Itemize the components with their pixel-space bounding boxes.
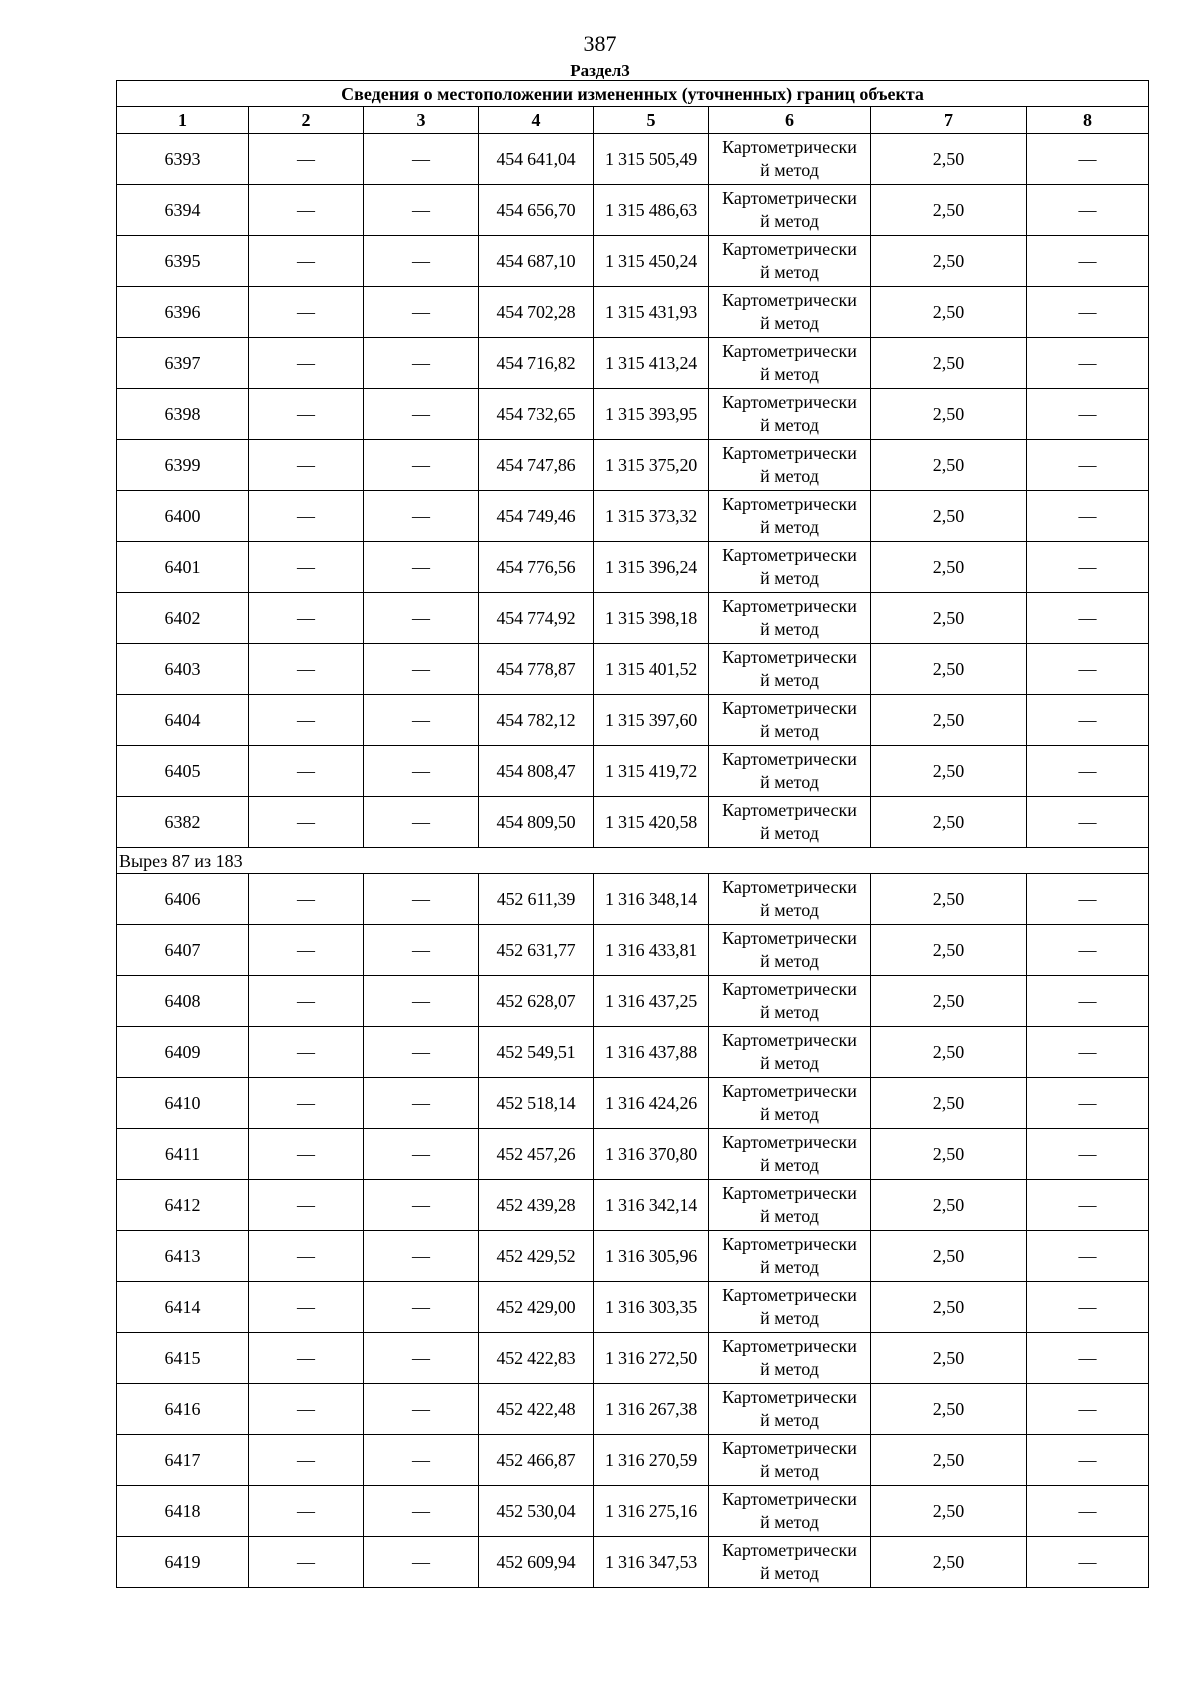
cell-col-6: Картометрически й метод xyxy=(709,593,871,644)
cell-col-4: 452 631,77 xyxy=(479,925,594,976)
cell-col-8: — xyxy=(1027,746,1149,797)
cell-col-6: Картометрически й метод xyxy=(709,1537,871,1588)
cell-col-3: — xyxy=(364,236,479,287)
table-row xyxy=(117,236,1149,287)
cell-col-6: Картометрически й метод xyxy=(709,925,871,976)
cell-col-4: 452 628,07 xyxy=(479,976,594,1027)
cell-col-8: — xyxy=(1027,440,1149,491)
column-header-6: 6 xyxy=(709,107,871,134)
cell-col-3: — xyxy=(364,389,479,440)
cell-col-3: — xyxy=(364,287,479,338)
cell-col-5: 1 316 433,81 xyxy=(594,925,709,976)
cell-col-6: Картометрически й метод xyxy=(709,1282,871,1333)
column-header-4: 4 xyxy=(479,107,594,134)
cell-col-8: — xyxy=(1027,1180,1149,1231)
cell-col-5: 1 315 505,49 xyxy=(594,134,709,185)
cell-col-6: Картометрически й метод xyxy=(709,695,871,746)
cell-col-4: 454 702,28 xyxy=(479,287,594,338)
table-row xyxy=(117,1231,1149,1282)
cell-col-2: — xyxy=(249,185,364,236)
cell-col-2: — xyxy=(249,695,364,746)
table-caption-row xyxy=(117,81,1149,107)
cell-col-6: Картометрически й метод xyxy=(709,440,871,491)
cell-col-1: 6395 xyxy=(117,236,249,287)
table-row xyxy=(117,1486,1149,1537)
cell-col-5: 1 315 398,18 xyxy=(594,593,709,644)
cell-col-8: — xyxy=(1027,542,1149,593)
cell-col-3: — xyxy=(364,1435,479,1486)
table-caption: Сведения о местоположении измененных (уточненных) границ объекта xyxy=(117,81,1149,107)
cell-col-4: 454 782,12 xyxy=(479,695,594,746)
cell-col-4: 452 549,51 xyxy=(479,1027,594,1078)
cell-col-8: — xyxy=(1027,1129,1149,1180)
cell-col-1: 6413 xyxy=(117,1231,249,1282)
cell-col-1: 6412 xyxy=(117,1180,249,1231)
cell-col-7: 2,50 xyxy=(871,976,1027,1027)
cell-col-1: 6405 xyxy=(117,746,249,797)
cell-col-7: 2,50 xyxy=(871,134,1027,185)
table-row xyxy=(117,797,1149,848)
cell-col-7: 2,50 xyxy=(871,1435,1027,1486)
cell-col-4: 454 749,46 xyxy=(479,491,594,542)
column-header-8: 8 xyxy=(1027,107,1149,134)
cell-col-4: 452 530,04 xyxy=(479,1486,594,1537)
table-row xyxy=(117,338,1149,389)
cell-col-2: — xyxy=(249,440,364,491)
cell-col-1: 6411 xyxy=(117,1129,249,1180)
table-row xyxy=(117,695,1149,746)
cell-col-4: 452 457,26 xyxy=(479,1129,594,1180)
cell-col-5: 1 316 348,14 xyxy=(594,874,709,925)
cell-col-4: 452 429,00 xyxy=(479,1282,594,1333)
cell-col-7: 2,50 xyxy=(871,1486,1027,1537)
cell-col-3: — xyxy=(364,1231,479,1282)
cell-col-1: 6408 xyxy=(117,976,249,1027)
cell-col-8: — xyxy=(1027,925,1149,976)
page-number: 387 xyxy=(583,31,617,56)
cell-col-1: 6394 xyxy=(117,185,249,236)
cell-col-7: 2,50 xyxy=(871,1129,1027,1180)
cell-col-2: — xyxy=(249,1231,364,1282)
table-row xyxy=(117,134,1149,185)
cell-col-2: — xyxy=(249,287,364,338)
cell-col-5: 1 315 486,63 xyxy=(594,185,709,236)
cell-col-5: 1 315 396,24 xyxy=(594,542,709,593)
cell-col-3: — xyxy=(364,440,479,491)
cell-col-3: — xyxy=(364,134,479,185)
cell-col-5: 1 315 413,24 xyxy=(594,338,709,389)
cell-col-7: 2,50 xyxy=(871,1333,1027,1384)
cell-col-7: 2,50 xyxy=(871,1537,1027,1588)
cell-col-4: 454 656,70 xyxy=(479,185,594,236)
cell-col-2: — xyxy=(249,644,364,695)
cell-col-2: — xyxy=(249,1180,364,1231)
cell-col-7: 2,50 xyxy=(871,746,1027,797)
cell-col-4: 452 466,87 xyxy=(479,1435,594,1486)
cell-col-3: — xyxy=(364,1486,479,1537)
group-label-row xyxy=(117,848,1149,874)
cell-col-1: 6416 xyxy=(117,1384,249,1435)
cell-col-5: 1 316 437,88 xyxy=(594,1027,709,1078)
table-row xyxy=(117,542,1149,593)
table-row xyxy=(117,644,1149,695)
table-row xyxy=(117,287,1149,338)
cell-col-2: — xyxy=(249,1486,364,1537)
cell-col-3: — xyxy=(364,797,479,848)
cell-col-5: 1 315 431,93 xyxy=(594,287,709,338)
cell-col-4: 454 809,50 xyxy=(479,797,594,848)
cell-col-2: — xyxy=(249,1282,364,1333)
cell-col-8: — xyxy=(1027,1486,1149,1537)
cell-col-7: 2,50 xyxy=(871,1231,1027,1282)
table-row xyxy=(117,491,1149,542)
cell-col-6: Картометрически й метод xyxy=(709,1486,871,1537)
cell-col-1: 6419 xyxy=(117,1537,249,1588)
cell-col-8: — xyxy=(1027,1333,1149,1384)
cell-col-1: 6410 xyxy=(117,1078,249,1129)
cell-col-6: Картометрически й метод xyxy=(709,134,871,185)
cell-col-3: — xyxy=(364,491,479,542)
cell-col-8: — xyxy=(1027,1537,1149,1588)
cell-col-1: 6393 xyxy=(117,134,249,185)
cell-col-4: 452 611,39 xyxy=(479,874,594,925)
cell-col-1: 6399 xyxy=(117,440,249,491)
cell-col-7: 2,50 xyxy=(871,644,1027,695)
cell-col-2: — xyxy=(249,976,364,1027)
cell-col-6: Картометрически й метод xyxy=(709,185,871,236)
cell-col-3: — xyxy=(364,1027,479,1078)
cell-col-5: 1 316 267,38 xyxy=(594,1384,709,1435)
cell-col-8: — xyxy=(1027,1435,1149,1486)
cell-col-2: — xyxy=(249,1435,364,1486)
cell-col-5: 1 316 272,50 xyxy=(594,1333,709,1384)
cell-col-6: Картометрически й метод xyxy=(709,976,871,1027)
cell-col-8: — xyxy=(1027,976,1149,1027)
cell-col-3: — xyxy=(364,1333,479,1384)
cell-col-2: — xyxy=(249,542,364,593)
table-row xyxy=(117,976,1149,1027)
cell-col-5: 1 315 393,95 xyxy=(594,389,709,440)
cell-col-2: — xyxy=(249,1027,364,1078)
table-row xyxy=(117,1180,1149,1231)
cell-col-2: — xyxy=(249,746,364,797)
table-row xyxy=(117,1129,1149,1180)
cell-col-8: — xyxy=(1027,389,1149,440)
cell-col-8: — xyxy=(1027,491,1149,542)
cell-col-3: — xyxy=(364,925,479,976)
cell-col-4: 452 609,94 xyxy=(479,1537,594,1588)
cell-col-6: Картометрически й метод xyxy=(709,1333,871,1384)
table-row xyxy=(117,1333,1149,1384)
section-title: Раздел3 xyxy=(570,61,630,80)
cell-col-2: — xyxy=(249,1384,364,1435)
cell-col-8: — xyxy=(1027,695,1149,746)
cell-col-2: — xyxy=(249,925,364,976)
cell-col-3: — xyxy=(364,542,479,593)
cell-col-4: 452 518,14 xyxy=(479,1078,594,1129)
cell-col-2: — xyxy=(249,491,364,542)
cell-col-8: — xyxy=(1027,236,1149,287)
cell-col-4: 454 716,82 xyxy=(479,338,594,389)
cell-col-8: — xyxy=(1027,874,1149,925)
cell-col-6: Картометрически й метод xyxy=(709,1384,871,1435)
table-row xyxy=(117,1078,1149,1129)
cell-col-3: — xyxy=(364,874,479,925)
table-row xyxy=(117,746,1149,797)
cell-col-7: 2,50 xyxy=(871,593,1027,644)
table-row xyxy=(117,1282,1149,1333)
column-header-row xyxy=(117,107,1149,134)
cell-col-5: 1 316 370,80 xyxy=(594,1129,709,1180)
cell-col-3: — xyxy=(364,1282,479,1333)
cell-col-5: 1 315 375,20 xyxy=(594,440,709,491)
cell-col-3: — xyxy=(364,1078,479,1129)
cell-col-5: 1 315 450,24 xyxy=(594,236,709,287)
cell-col-2: — xyxy=(249,1537,364,1588)
cell-col-6: Картометрически й метод xyxy=(709,1180,871,1231)
table-row xyxy=(117,389,1149,440)
cell-col-6: Картометрически й метод xyxy=(709,644,871,695)
cell-col-7: 2,50 xyxy=(871,1078,1027,1129)
column-header-7: 7 xyxy=(871,107,1027,134)
cell-col-1: 6409 xyxy=(117,1027,249,1078)
cell-col-5: 1 316 342,14 xyxy=(594,1180,709,1231)
cell-col-4: 454 778,87 xyxy=(479,644,594,695)
cell-col-8: — xyxy=(1027,1282,1149,1333)
cell-col-6: Картометрически й метод xyxy=(709,1435,871,1486)
cell-col-7: 2,50 xyxy=(871,338,1027,389)
cell-col-1: 6415 xyxy=(117,1333,249,1384)
cell-col-6: Картометрически й метод xyxy=(709,1129,871,1180)
cell-col-6: Картометрически й метод xyxy=(709,338,871,389)
cell-col-2: — xyxy=(249,874,364,925)
cell-col-2: — xyxy=(249,1078,364,1129)
cell-col-7: 2,50 xyxy=(871,542,1027,593)
cell-col-1: 6402 xyxy=(117,593,249,644)
cell-col-2: — xyxy=(249,797,364,848)
cell-col-6: Картометрически й метод xyxy=(709,491,871,542)
cell-col-1: 6382 xyxy=(117,797,249,848)
cell-col-5: 1 316 270,59 xyxy=(594,1435,709,1486)
cell-col-7: 2,50 xyxy=(871,185,1027,236)
cell-col-5: 1 315 401,52 xyxy=(594,644,709,695)
cell-col-7: 2,50 xyxy=(871,1180,1027,1231)
cell-col-1: 6404 xyxy=(117,695,249,746)
cell-col-7: 2,50 xyxy=(871,925,1027,976)
cell-col-7: 2,50 xyxy=(871,1282,1027,1333)
cell-col-2: — xyxy=(249,389,364,440)
cell-col-1: 6398 xyxy=(117,389,249,440)
cell-col-2: — xyxy=(249,1333,364,1384)
cell-col-4: 454 776,56 xyxy=(479,542,594,593)
cell-col-8: — xyxy=(1027,185,1149,236)
cell-col-4: 454 774,92 xyxy=(479,593,594,644)
cell-col-6: Картометрически й метод xyxy=(709,1027,871,1078)
cell-col-6: Картометрически й метод xyxy=(709,542,871,593)
cell-col-2: — xyxy=(249,338,364,389)
cell-col-5: 1 316 305,96 xyxy=(594,1231,709,1282)
cell-col-5: 1 315 419,72 xyxy=(594,746,709,797)
cell-col-7: 2,50 xyxy=(871,236,1027,287)
cell-col-8: — xyxy=(1027,1027,1149,1078)
cell-col-7: 2,50 xyxy=(871,695,1027,746)
cell-col-3: — xyxy=(364,593,479,644)
cell-col-2: — xyxy=(249,1129,364,1180)
cell-col-6: Картометрически й метод xyxy=(709,874,871,925)
cell-col-6: Картометрически й метод xyxy=(709,746,871,797)
cell-col-1: 6417 xyxy=(117,1435,249,1486)
table-row xyxy=(117,1435,1149,1486)
cell-col-3: — xyxy=(364,746,479,797)
table-row xyxy=(117,925,1149,976)
cell-col-3: — xyxy=(364,1180,479,1231)
boundary-coordinates-table xyxy=(116,80,1149,1588)
cell-col-4: 454 808,47 xyxy=(479,746,594,797)
cell-col-7: 2,50 xyxy=(871,491,1027,542)
cell-col-1: 6396 xyxy=(117,287,249,338)
cell-col-4: 454 732,65 xyxy=(479,389,594,440)
cell-col-4: 452 422,83 xyxy=(479,1333,594,1384)
cell-col-1: 6406 xyxy=(117,874,249,925)
cell-col-7: 2,50 xyxy=(871,287,1027,338)
cell-col-4: 454 641,04 xyxy=(479,134,594,185)
cell-col-8: — xyxy=(1027,1231,1149,1282)
cell-col-3: — xyxy=(364,976,479,1027)
cell-col-4: 454 747,86 xyxy=(479,440,594,491)
cell-col-5: 1 316 424,26 xyxy=(594,1078,709,1129)
cell-col-3: — xyxy=(364,1537,479,1588)
cell-col-5: 1 315 397,60 xyxy=(594,695,709,746)
table-row xyxy=(117,440,1149,491)
cell-col-2: — xyxy=(249,134,364,185)
cell-col-6: Картометрически й метод xyxy=(709,287,871,338)
cell-col-1: 6401 xyxy=(117,542,249,593)
cell-col-5: 1 315 373,32 xyxy=(594,491,709,542)
cell-col-4: 452 429,52 xyxy=(479,1231,594,1282)
table-row xyxy=(117,874,1149,925)
cell-col-8: — xyxy=(1027,134,1149,185)
cell-col-1: 6414 xyxy=(117,1282,249,1333)
cell-col-2: — xyxy=(249,593,364,644)
table-body xyxy=(117,81,1149,1588)
cell-col-7: 2,50 xyxy=(871,874,1027,925)
cell-col-4: 452 439,28 xyxy=(479,1180,594,1231)
cell-col-7: 2,50 xyxy=(871,1384,1027,1435)
cell-col-3: — xyxy=(364,644,479,695)
cell-col-3: — xyxy=(364,338,479,389)
table-row xyxy=(117,1027,1149,1078)
cell-col-1: 6407 xyxy=(117,925,249,976)
cell-col-7: 2,50 xyxy=(871,797,1027,848)
cell-col-4: 452 422,48 xyxy=(479,1384,594,1435)
cell-col-8: — xyxy=(1027,797,1149,848)
column-header-1: 1 xyxy=(117,107,249,134)
table-row xyxy=(117,1384,1149,1435)
cell-col-3: — xyxy=(364,1384,479,1435)
column-header-5: 5 xyxy=(594,107,709,134)
table-row xyxy=(117,185,1149,236)
cell-col-6: Картометрически й метод xyxy=(709,389,871,440)
table-row xyxy=(117,1537,1149,1588)
cell-col-8: — xyxy=(1027,338,1149,389)
cell-col-6: Картометрически й метод xyxy=(709,236,871,287)
cell-col-5: 1 316 437,25 xyxy=(594,976,709,1027)
cell-col-6: Картометрически й метод xyxy=(709,1078,871,1129)
cell-col-5: 1 316 303,35 xyxy=(594,1282,709,1333)
cell-col-6: Картометрически й метод xyxy=(709,797,871,848)
cell-col-3: — xyxy=(364,185,479,236)
cell-col-5: 1 316 275,16 xyxy=(594,1486,709,1537)
cell-col-1: 6403 xyxy=(117,644,249,695)
cell-col-1: 6397 xyxy=(117,338,249,389)
cell-col-4: 454 687,10 xyxy=(479,236,594,287)
cell-col-7: 2,50 xyxy=(871,389,1027,440)
cell-col-8: — xyxy=(1027,644,1149,695)
cell-col-6: Картометрически й метод xyxy=(709,1231,871,1282)
column-header-2: 2 xyxy=(249,107,364,134)
table-row xyxy=(117,593,1149,644)
cell-col-5: 1 315 420,58 xyxy=(594,797,709,848)
cell-col-1: 6400 xyxy=(117,491,249,542)
cell-col-3: — xyxy=(364,695,479,746)
group-label: Вырез 87 из 183 xyxy=(117,848,1149,874)
cell-col-5: 1 316 347,53 xyxy=(594,1537,709,1588)
cell-col-2: — xyxy=(249,236,364,287)
cell-col-7: 2,50 xyxy=(871,440,1027,491)
cell-col-8: — xyxy=(1027,1078,1149,1129)
cell-col-8: — xyxy=(1027,1384,1149,1435)
column-header-3: 3 xyxy=(364,107,479,134)
cell-col-8: — xyxy=(1027,287,1149,338)
cell-col-8: — xyxy=(1027,593,1149,644)
cell-col-3: — xyxy=(364,1129,479,1180)
cell-col-1: 6418 xyxy=(117,1486,249,1537)
cell-col-7: 2,50 xyxy=(871,1027,1027,1078)
